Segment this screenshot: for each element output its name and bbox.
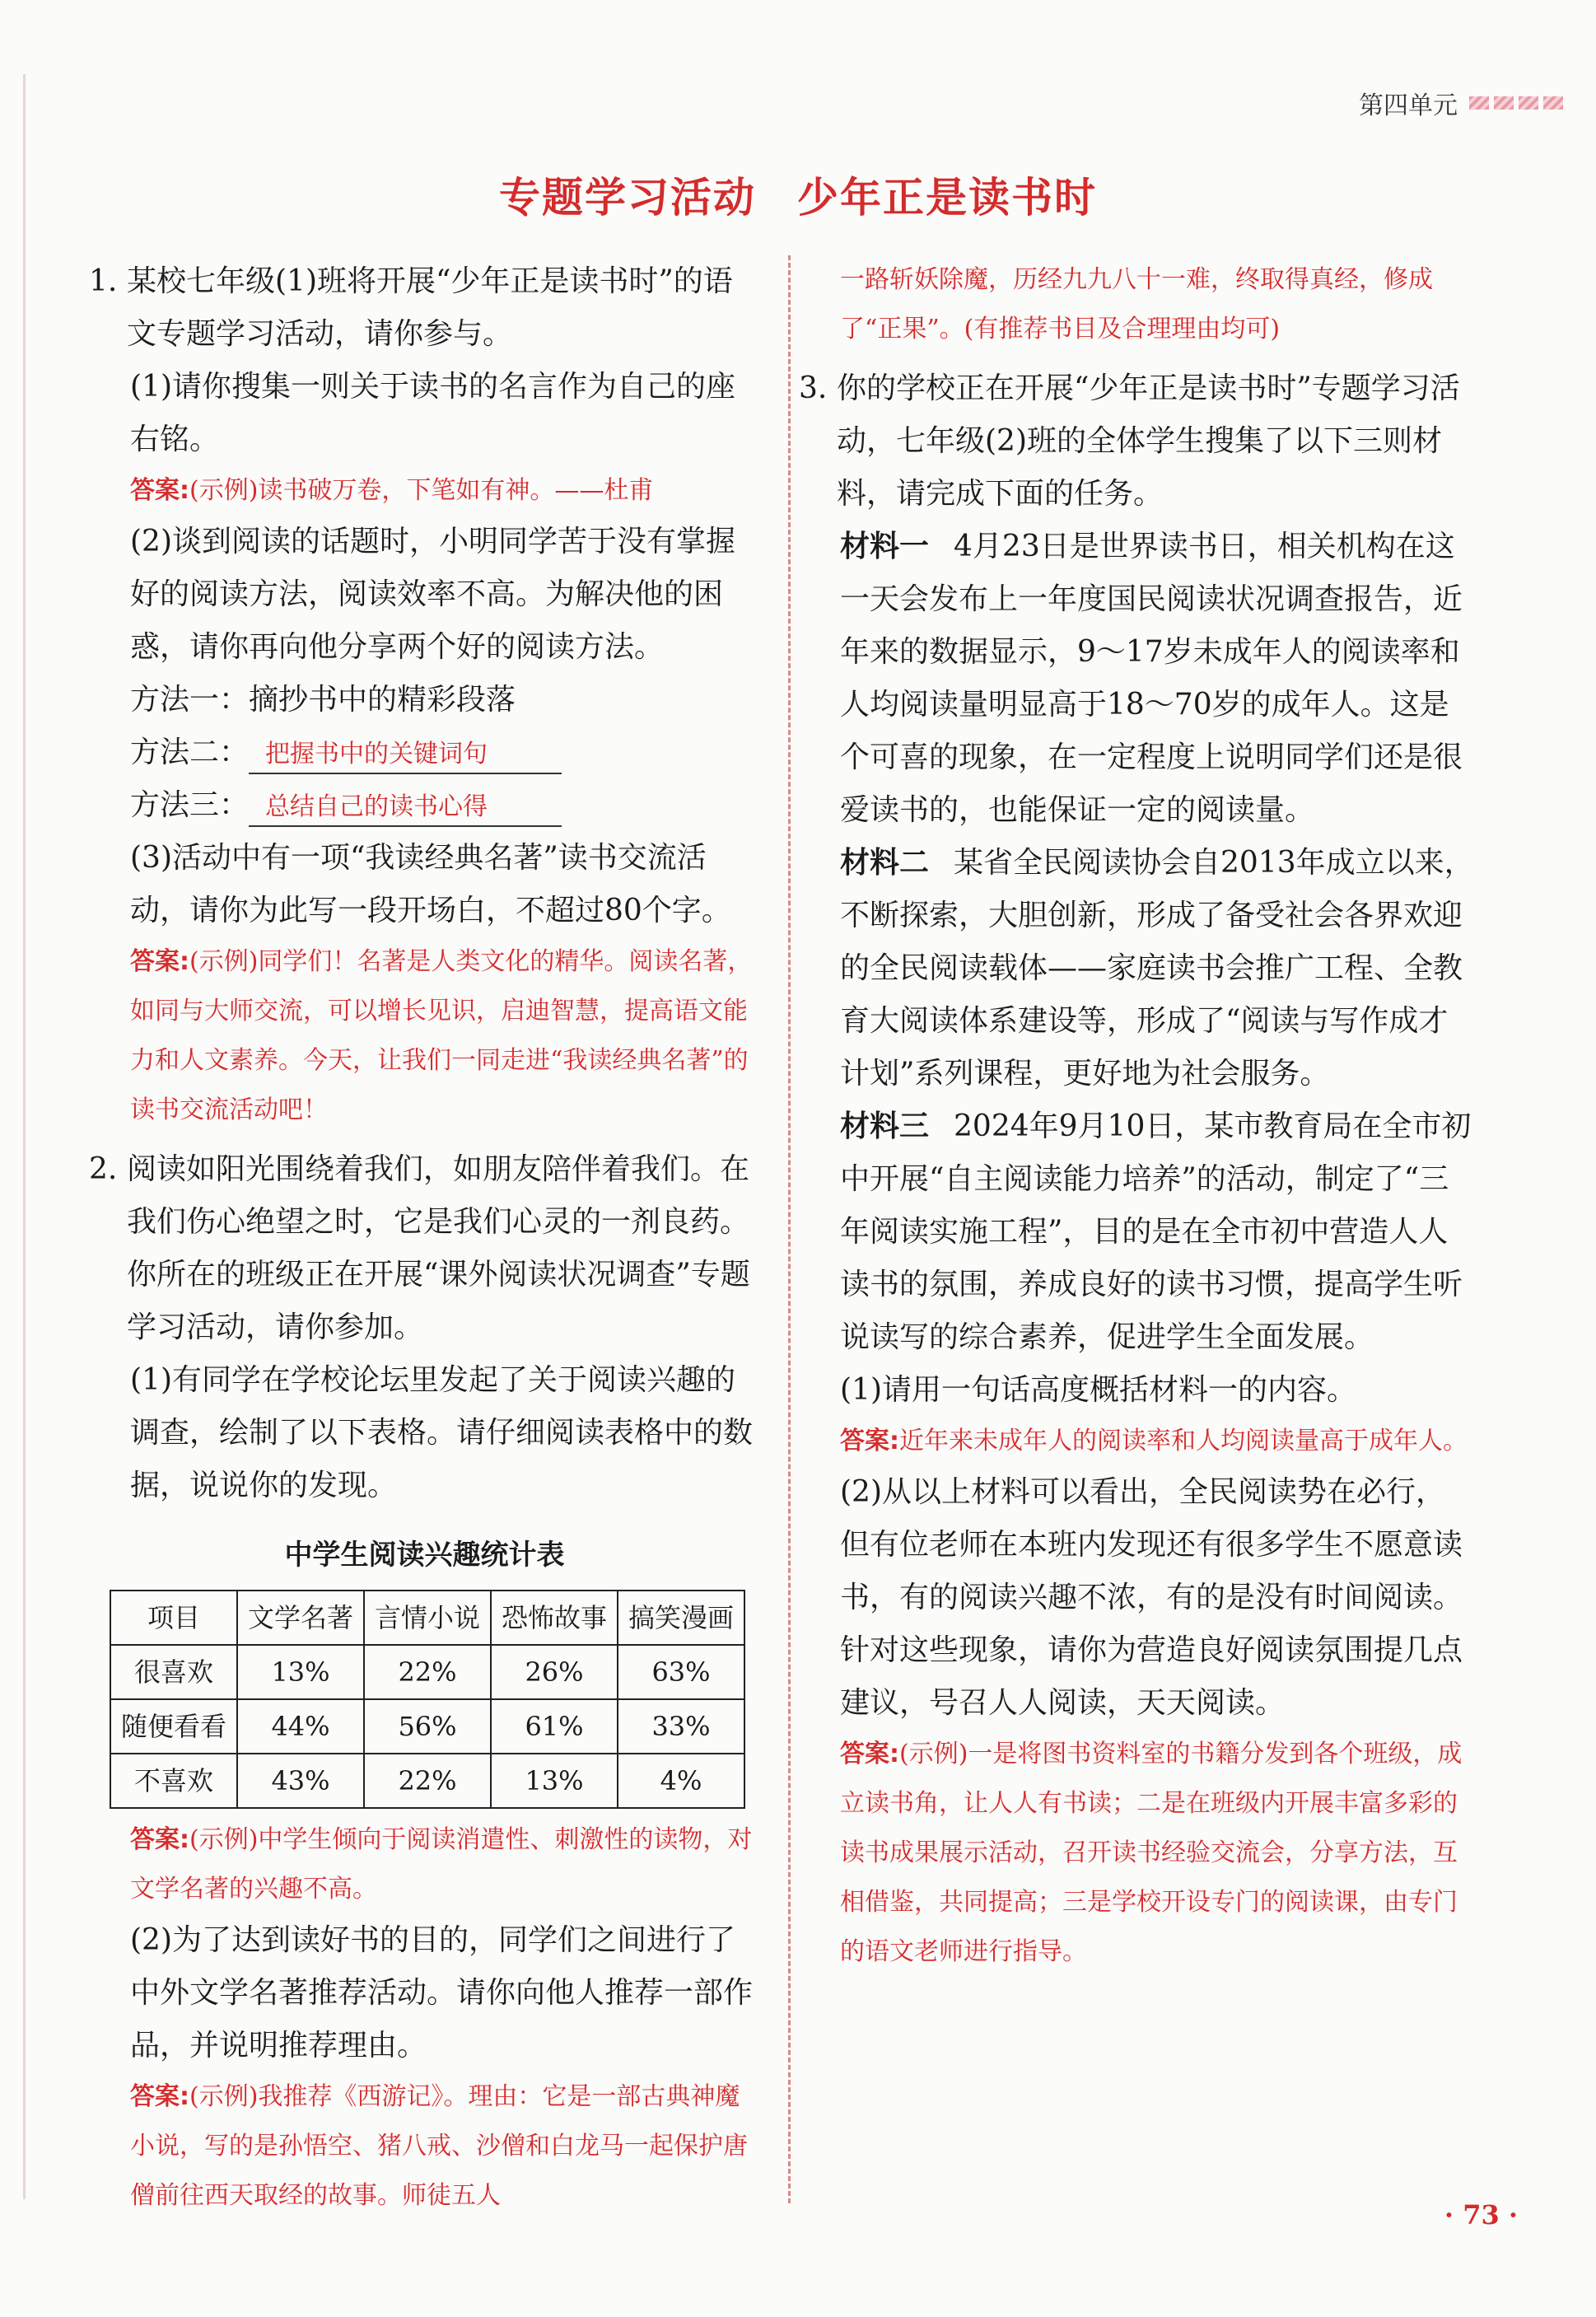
answer-1-3 [89,937,760,1135]
table-cell: 不喜欢 [110,1754,237,1808]
page-number: · 73 · [1444,2199,1518,2231]
material-text: 某省全民阅读协会自2013年成立以来，不断探索，大胆创新，形成了备受社会各界欢迎的全民阅读载体——家庭读书会推广工程、全教育大阅读体系建设等，形成了“阅读与写作成才计划”系列课程，更好地为社会服务。 [840,846,1474,1091]
answer-1-1 [89,466,760,516]
table-header-cell: 恐怖故事 [491,1591,618,1645]
table-row [110,1754,744,1808]
answer-text: 近年来未成年人的阅读率和人均阅读量高于成年人。 [899,1427,1468,1455]
table-cell: 22% [364,1645,491,1699]
method-1: 方法一：摘抄书中的精彩段落 [130,683,516,717]
material-1 [799,521,1474,837]
subquestion-1-3: (3)活动中有一项“我读经典名著”读书交流活动，请你为此写一段开场白，不超过80个字。 [130,841,731,927]
table-cell: 63% [618,1645,744,1699]
header-decoration [1469,96,1563,110]
method-2-answer: 把握书中的关键词句 [249,736,562,774]
answer-text: (示例)同学们！名著是人类文化的精华。阅读名著，如同与大师交流，可以增长见识，启迪智慧，提高语文能力和人文素养。今天，让我们一同走进“我读经典名著”的读书交流活动吧！ [130,947,753,1124]
subquestion-2-2: (2)为了达到读好书的目的，同学们之间进行了中外文学名著推荐活动。请你向他人推荐一部作品，并说明推荐理由。 [130,1923,754,2062]
question-number: 2. [89,1152,118,1186]
subquestion-1-1: (1)请你搜集一则关于读书的名言作为自己的座右铭。 [130,370,735,456]
subquestion-3-2: (2)从以上材料可以看出，全民阅读势在必行，但有位老师在本班内发现还有很多学生不愿意读书，有的阅读兴趣不浓，有的是没有时间阅读。针对这些现象，请你为营造良好阅读氛围提几点建议，号召人人阅读，天天阅读。 [840,1475,1463,1720]
question-stem: 某校七年级(1)班将开展“少年正是读书时”的语文专题学习活动，请你参与。 [127,264,733,351]
subquestion-1-2: (2)谈到阅读的话题时，小明同学苦于没有掌握好的阅读方法，阅读效率不高。为解决他的困惑，请你再向他分享两个好的阅读方法。 [130,525,735,664]
material-text: 2024年9月10日，某市教育局在全市初中开展“自主阅读能力培养”的活动，制定了“三年阅读实施工程”，目的是在全市初中营造人人读书的氛围，养成良好的读书习惯，提高学生听说读写的综合素养，促进学生全面发展。 [840,1109,1472,1354]
answer-label: 答案: [130,947,189,976]
material-label: 材料三 [840,1109,930,1143]
table-header-cell: 言情小说 [364,1591,491,1645]
left-column [89,255,760,2221]
table-cell: 26% [491,1645,618,1699]
question-3 [799,362,1474,521]
table-cell: 33% [618,1699,744,1754]
answer-label: 答案: [840,1427,899,1455]
method-3-label: 方法三： [130,788,250,822]
page-edge [23,74,26,2199]
table-cell: 56% [364,1699,491,1754]
table-row [110,1699,744,1754]
question-number: 1. [89,264,118,298]
table-cell: 22% [364,1754,491,1808]
table-header-row [110,1591,744,1645]
answer-label: 答案: [130,2082,189,2111]
question-stem: 你的学校正在开展“少年正是读书时”专题学习活动，七年级(2)班的全体学生搜集了以下三则材料，请完成下面的任务。 [837,371,1460,511]
table-cell: 44% [237,1699,364,1754]
page-title [0,165,1596,224]
table-cell: 随便看看 [110,1699,237,1754]
method-3-answer: 总结自己的读书心得 [249,789,562,827]
answer-text: (示例)一是将图书资料室的书籍分发到各个班级，成立读书角，让人人有书读；二是在班级内开展丰富多彩的读书成果展示活动，召开读书经验交流会，分享方法，互相借鉴，共同提高；三是学校开设专门的阅读课，由专门的语文老师进行指导。 [840,1740,1463,1966]
question-2 [89,1143,760,1354]
right-column [799,255,1474,1977]
table-cell: 43% [237,1754,364,1808]
answer-label: 答案: [840,1740,899,1768]
table-title: 中学生阅读兴趣统计表 [284,1539,565,1572]
material-2 [799,837,1474,1100]
question-stem: 阅读如阳光围绕着我们，如朋友陪伴着我们。在我们伤心绝望之时，它是我们心灵的一剂良药。你所在的班级正在开展“课外阅读状况调查”专题学习活动，请你参加。 [127,1152,750,1344]
answer-text: (示例)我推荐《西游记》。理由：它是一部古典神魔小说，写的是孙悟空、猪八戒、沙僧和白龙马一起保护唐僧前往西天取经的故事。师徒五人 [130,2082,748,2210]
table-header-cell: 项目 [110,1591,237,1645]
question-1 [89,255,760,361]
title-part2: 少年正是读书时 [797,174,1097,222]
answer-label: 答案: [130,476,189,505]
table-header-cell: 搞笑漫画 [618,1591,744,1645]
method-3 [89,779,760,832]
answer-2-1 [89,1815,760,1914]
table-cell: 13% [491,1754,618,1808]
material-text: 4月23日是世界读书日，相关机构在这一天会发布上一年度国民阅读状况调查报告，近年来的数据显示，9～17岁未成年人的阅读率和人均阅读量明显高于18～70岁的成年人。这是个可喜的现象，在一定程度上说明同学们还是很爱读书的，也能保证一定的阅读量。 [840,530,1463,827]
answer-3-1 [799,1417,1474,1466]
material-label: 材料二 [840,846,930,880]
material-label: 材料一 [840,530,930,563]
table-cell: 4% [618,1754,744,1808]
table-cell: 13% [237,1645,364,1699]
page-header [1359,78,1563,128]
unit-label: 第四单元 [1359,91,1458,120]
material-3 [799,1100,1474,1364]
subquestion-3-1: (1)请用一句话高度概括材料一的内容。 [840,1373,1356,1407]
method-2-label: 方法二： [130,736,250,769]
answer-text: (示例)中学生倾向于阅读消遣性、刺激性的读物，对文学名著的兴趣不高。 [130,1825,753,1904]
table-header-cell: 文学名著 [237,1591,364,1645]
answer-2-2-continued: 一路斩妖除魔，历经九九八十一难，终取得真经，修成了“正果”。(有推荐书目及合理理由均可) [840,265,1433,343]
table-cell: 很喜欢 [110,1645,237,1699]
subquestion-2-1: (1)有同学在学校论坛里发起了关于阅读兴趣的调查，绘制了以下表格。请仔细阅读表格中的数据，说说你的发现。 [130,1363,754,1502]
answer-label: 答案: [130,1825,189,1854]
table-row [110,1645,744,1699]
answer-2-2 [89,2072,760,2221]
column-divider [788,255,791,2203]
table-cell: 61% [491,1699,618,1754]
reading-interest-table [110,1590,745,1809]
title-part1: 专题学习活动 [499,174,756,222]
question-number: 3. [799,371,828,405]
method-2 [89,726,760,779]
answer-3-2 [799,1730,1474,1977]
answer-text: (示例)读书破万卷，下笔如有神。——杜甫 [189,476,654,505]
